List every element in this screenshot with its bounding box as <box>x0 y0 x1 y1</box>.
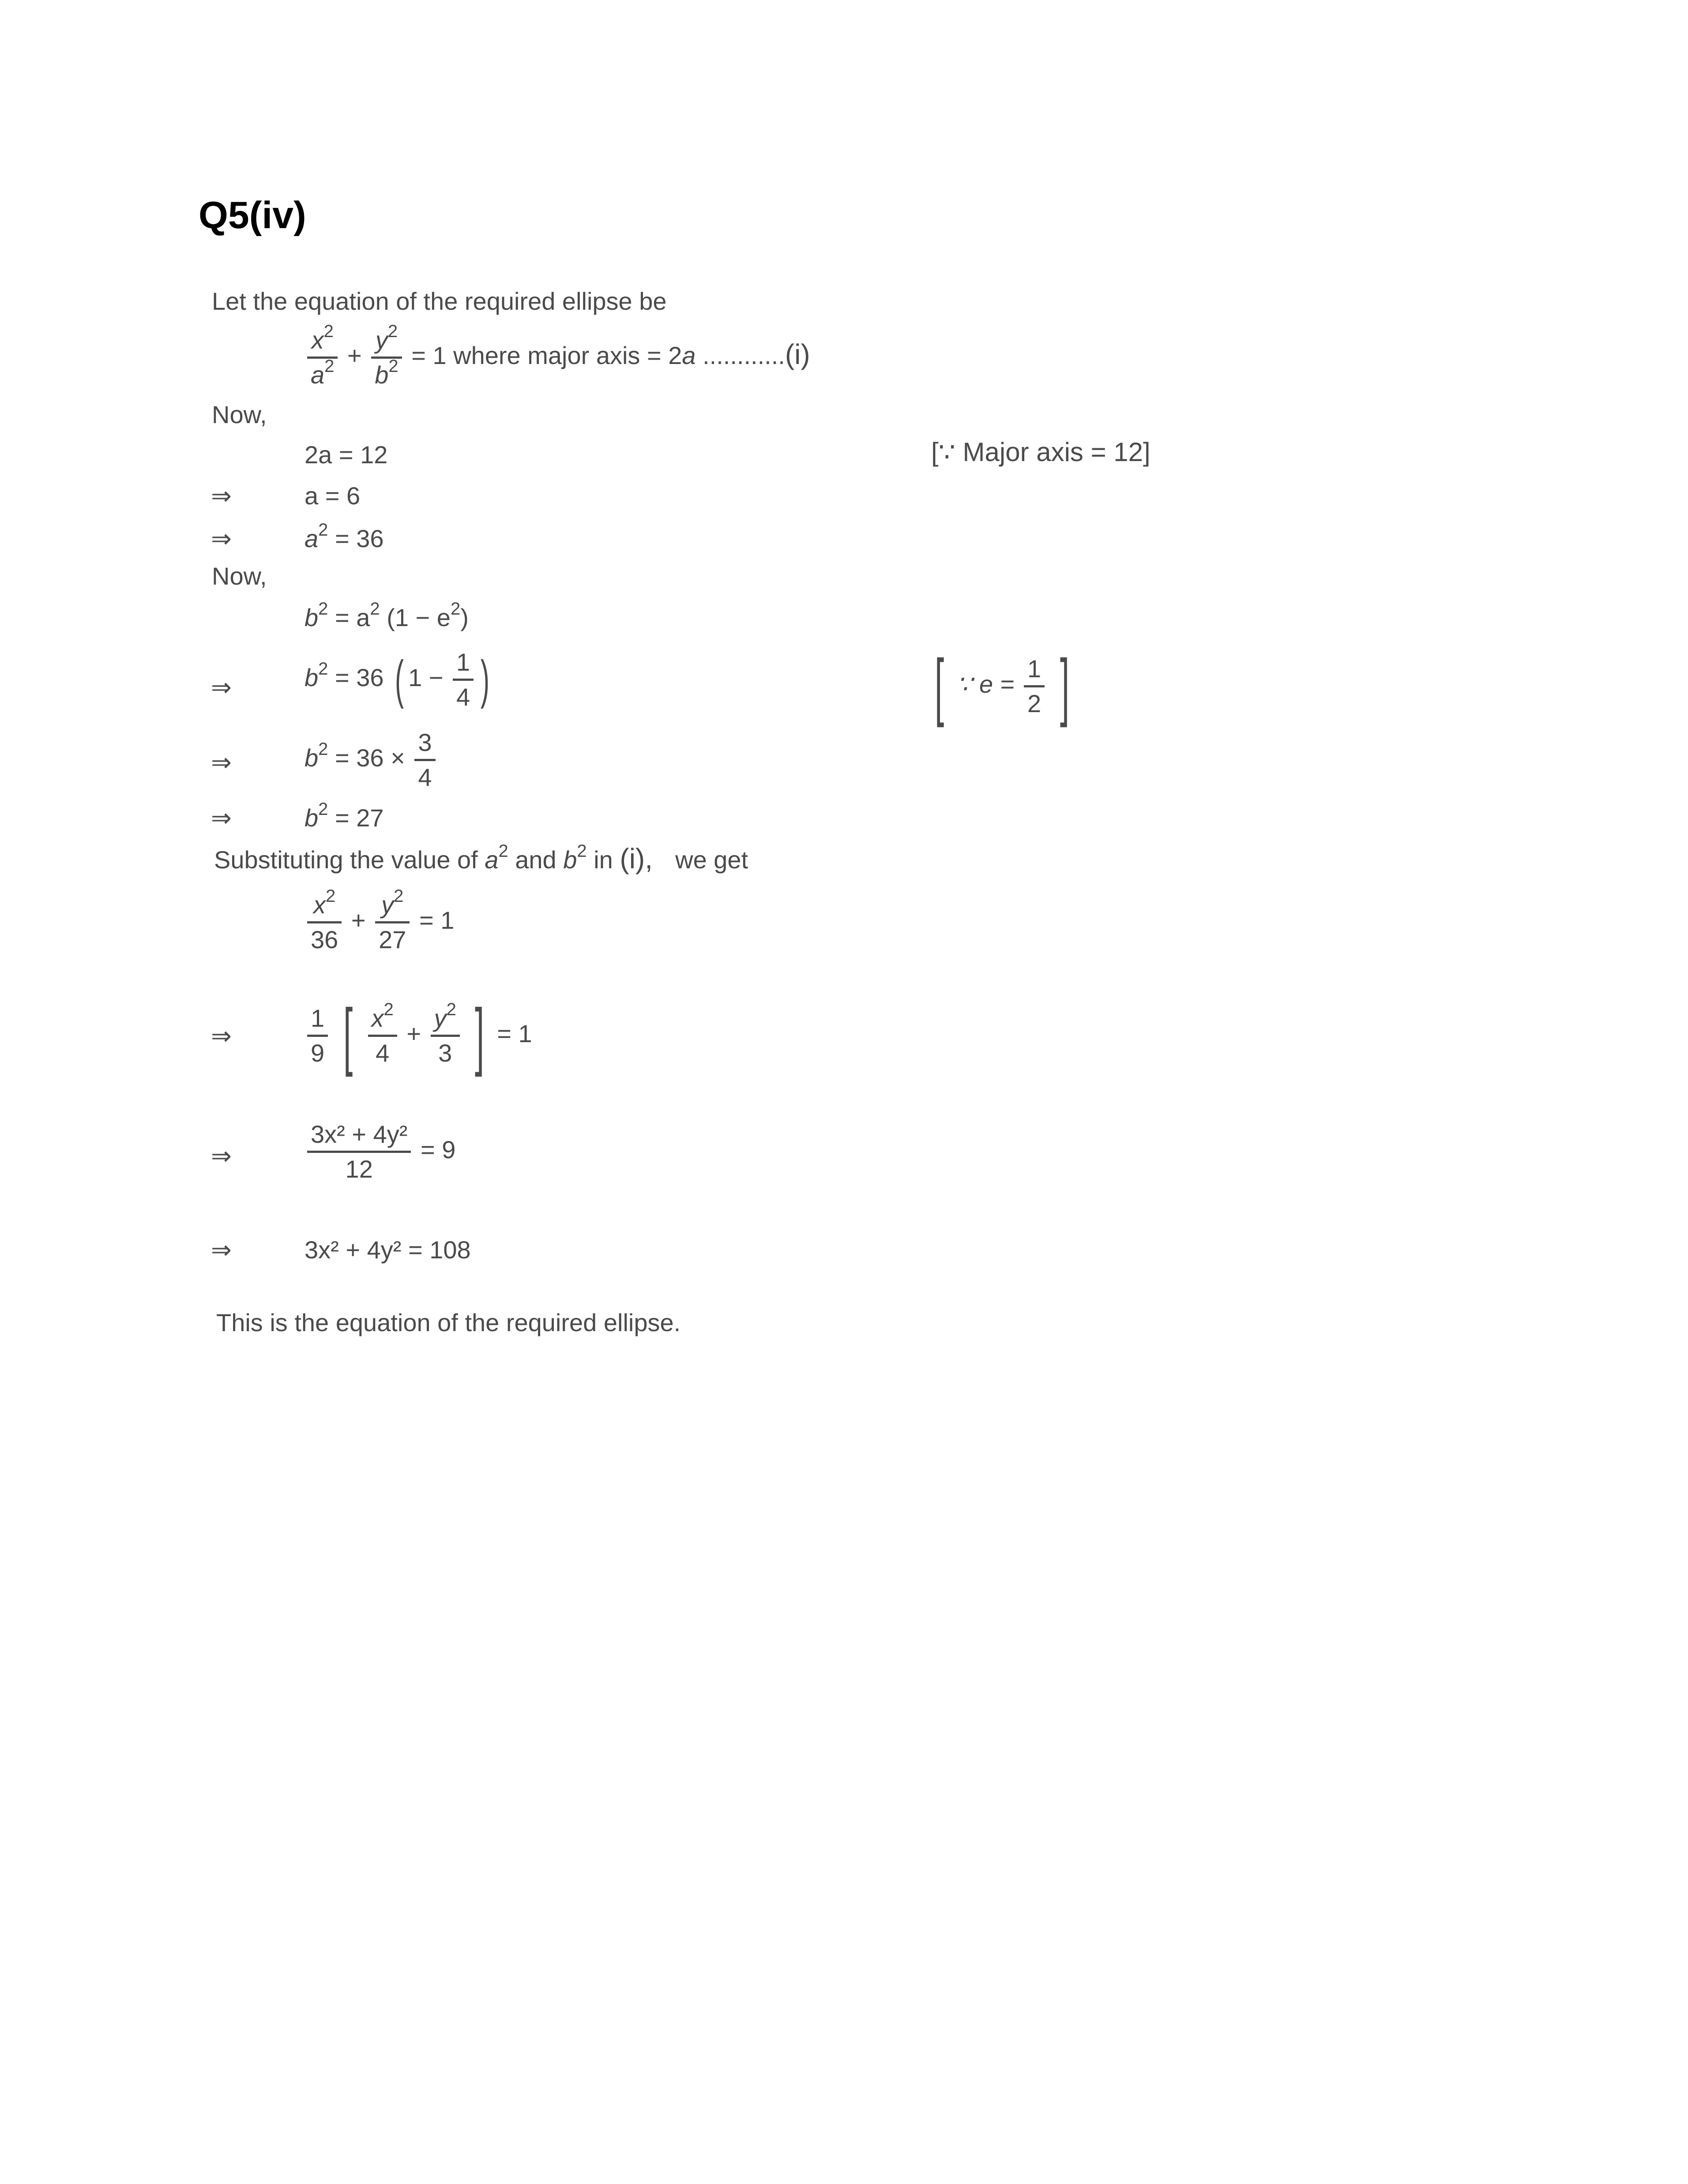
implies-arrow: ⇒ <box>211 1236 232 1264</box>
ellipse-general-equation: $\frac{x^2}{a^2}$ + $\frac{y^2}{b^2}$ = 1 where major axis = 2a ............(i) <box>305 326 810 388</box>
eccentricity-fraction: $\frac{1}{2}$ <box>1024 655 1045 717</box>
x-over-4-fraction: $\frac{x^2}{4}$ <box>368 1005 397 1066</box>
conclusion-text: This is the equation of the required ellipse. <box>216 1309 681 1336</box>
x-over-a-fraction: $\frac{x^2}{a^2}$ <box>307 326 338 388</box>
ellipse-substituted: $\frac{x^2}{36}$ + $\frac{y^2}{27}$ = 1 <box>305 891 454 953</box>
implies-arrow: ⇒ <box>211 482 232 510</box>
question-title: Q5(iv) <box>199 194 306 236</box>
implies-arrow: ⇒ <box>211 525 232 552</box>
substitution-text: Substituting the value of $a^2$ and $b^2$ in (i), we get <box>214 841 748 874</box>
y-over-27-fraction: $\frac{y^2}{27}$ <box>375 891 410 953</box>
b-squared-product: $b^2 = 36$ × $\frac{3}{4}$ <box>305 729 438 791</box>
ellipse-over-12: $\frac{\text{3x² + 4y²}}{12}$ = 9 <box>305 1121 455 1182</box>
b-squared-equals-27: $b^2 = 27$ <box>305 799 384 832</box>
major-axis-note: [∵ Major axis = 12] <box>931 437 1150 467</box>
implies-arrow: ⇒ <box>211 1142 232 1170</box>
final-equation: 3x² + 4y² = 108 <box>305 1236 471 1264</box>
a-squared-equals-36: $a^2 = 36$ <box>305 520 384 552</box>
implies-arrow: ⇒ <box>211 804 232 832</box>
b-squared-definition: $b^2 = a^2$ $(1 - e^2)$ <box>305 599 469 631</box>
one-quarter-fraction: $\frac{1}{4}$ <box>453 649 474 710</box>
intro-text: Let the equation of the required ellipse be <box>212 287 667 315</box>
one-ninth-fraction: $\frac{1}{9}$ <box>307 1005 328 1066</box>
three-quarters-fraction: $\frac{3}{4}$ <box>414 729 435 791</box>
implies-arrow: ⇒ <box>211 748 232 776</box>
implies-arrow: ⇒ <box>211 1022 232 1050</box>
y-over-3-fraction: $\frac{y^2}{3}$ <box>431 1005 460 1066</box>
now-label-2: Now, <box>212 562 267 590</box>
numerator-over-12-fraction: $\frac{\text{3x² + 4y²}}{12}$ <box>307 1121 411 1182</box>
a-equals-6: a = 6 <box>305 482 361 510</box>
b-squared-substitution: $b^2 = 36$ ( 1 − $\frac{1}{4}$ ) <box>305 648 490 711</box>
implies-arrow: ⇒ <box>211 673 232 701</box>
two-a-equals-12: 2a = 12 <box>305 441 388 469</box>
now-label-1: Now, <box>212 401 267 428</box>
eccentricity-note: [ ∵ e = $\frac{1}{2}$ ] <box>934 644 1069 728</box>
y-over-b-fraction: $\frac{y^2}{b^2}$ <box>371 326 402 388</box>
ellipse-factored: $\frac{1}{9}$ [ $\frac{x^2}{4}$ + $\frac{y^2}{3}$ ] = 1 <box>305 998 532 1073</box>
x-over-36-fraction: $\frac{x^2}{36}$ <box>307 891 342 953</box>
